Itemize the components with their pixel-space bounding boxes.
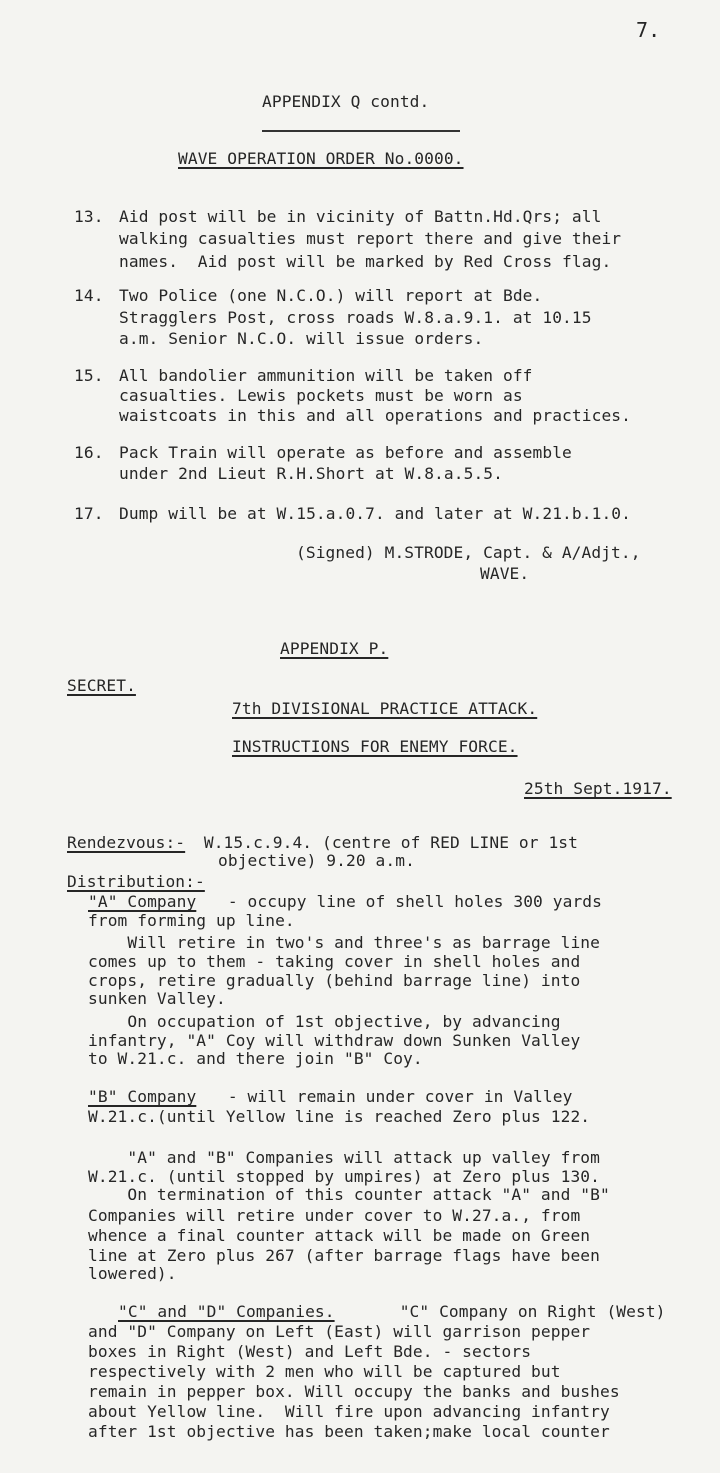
heading-rule	[262, 130, 460, 132]
operation-order-title: WAVE OPERATION ORDER No.0000.	[178, 149, 464, 168]
company-a-text: - occupy line of shell holes 300 yards	[218, 892, 602, 911]
company-a-text: crops, retire gradually (behind barrage line) into	[88, 971, 581, 990]
appendix-q-heading: APPENDIX Q contd.	[262, 92, 430, 111]
item-line: names. Aid post will be marked by Red Cross flag.	[119, 252, 612, 271]
item-line: Dump will be at W.15.a.0.7. and later at W.21.b.1.0.	[119, 504, 631, 523]
company-b-label: "B" Company	[88, 1087, 197, 1106]
rendezvous-text: W.15.c.9.4. (centre of RED LINE or 1st	[194, 833, 578, 852]
company-cd-text: remain in pepper box. Will occupy the banks and bushes	[88, 1382, 620, 1401]
distribution-label: Distribution:-	[67, 872, 205, 891]
company-a-text: On occupation of 1st objective, by advancing	[88, 1012, 561, 1031]
item-number: 15.	[74, 366, 104, 385]
item-line: Aid post will be in vicinity of Battn.Hd.Qrs; all	[119, 207, 602, 226]
company-a-text: to W.21.c. and there join "B" Coy.	[88, 1049, 423, 1068]
company-cd-text: boxes in Right (West) and Left Bde. - sectors	[88, 1342, 532, 1361]
company-cd-text: and "D" Company on Left (East) will garrison pepper	[88, 1322, 591, 1341]
counter-attack-text: whence a final counter attack will be made on Green	[88, 1226, 591, 1245]
company-cd-label: "C" and "D" Companies.	[118, 1302, 335, 1321]
item-number: 16.	[74, 443, 104, 462]
item-line: walking casualties must report there and give their	[119, 229, 622, 248]
company-a-text: infantry, "A" Coy will withdraw down Sunken Valley	[88, 1031, 581, 1050]
item-number: 13.	[74, 207, 104, 226]
company-a-text: comes up to them - taking cover in shell holes and	[88, 952, 581, 971]
item-line: under 2nd Lieut R.H.Short at W.8.a.5.5.	[119, 464, 503, 483]
company-a-label: "A" Company	[88, 892, 197, 911]
signature-unit: WAVE.	[480, 564, 530, 583]
rendezvous-label: Rendezvous:-	[67, 833, 186, 852]
item-line: Two Police (one N.C.O.) will report at Bde.	[119, 286, 543, 305]
counter-attack-text: Companies will retire under cover to W.27.a., from	[88, 1206, 581, 1225]
company-b-text: W.21.c.(until Yellow line is reached Zero plus 122.	[88, 1107, 591, 1126]
company-a-text: from forming up line.	[88, 911, 295, 930]
secret-marking: SECRET.	[67, 676, 136, 695]
page-number: 7.	[636, 18, 661, 42]
item-number: 14.	[74, 286, 104, 305]
company-cd-text: "C" Company on Right (West)	[380, 1302, 666, 1321]
counter-attack-text: On termination of this counter attack "A" and "B"	[88, 1185, 610, 1204]
item-line: All bandolier ammunition will be taken off	[119, 366, 533, 385]
practice-attack-title: 7th DIVISIONAL PRACTICE ATTACK.	[232, 699, 538, 718]
item-line: Stragglers Post, cross roads W.8.a.9.1. at 10.15	[119, 308, 592, 327]
instructions-title: INSTRUCTIONS FOR ENEMY FORCE.	[232, 737, 518, 756]
signature-line: (Signed) M.STRODE, Capt. & A/Adjt.,	[296, 543, 641, 562]
company-a-text: sunken Valley.	[88, 989, 226, 1008]
counter-attack-text: line at Zero plus 267 (after barrage flags have been	[88, 1246, 600, 1265]
item-line: Pack Train will operate as before and assemble	[119, 443, 572, 462]
company-a-text: Will retire in two's and three's as barrage line	[88, 933, 600, 952]
counter-attack-text: lowered).	[88, 1264, 177, 1283]
item-line: waistcoats in this and all operations and practices.	[119, 406, 631, 425]
document-date: 25th Sept.1917.	[524, 779, 672, 798]
rendezvous-text: objective) 9.20 a.m.	[218, 851, 415, 870]
company-b-text: - will remain under cover in Valley	[218, 1087, 573, 1106]
item-line: a.m. Senior N.C.O. will issue orders.	[119, 329, 484, 348]
counter-attack-text: "A" and "B" Companies will attack up valley from	[88, 1148, 600, 1167]
company-cd-text: about Yellow line. Will fire upon advancing infantry	[88, 1402, 610, 1421]
company-cd-text: respectively with 2 men who will be captured but	[88, 1362, 561, 1381]
counter-attack-text: W.21.c. (until stopped by umpires) at Zero plus 130.	[88, 1167, 600, 1186]
item-line: casualties. Lewis pockets must be worn as	[119, 386, 523, 405]
item-number: 17.	[74, 504, 104, 523]
appendix-p-heading: APPENDIX P.	[280, 639, 389, 658]
company-cd-text: after 1st objective has been taken;make local counter	[88, 1422, 610, 1441]
